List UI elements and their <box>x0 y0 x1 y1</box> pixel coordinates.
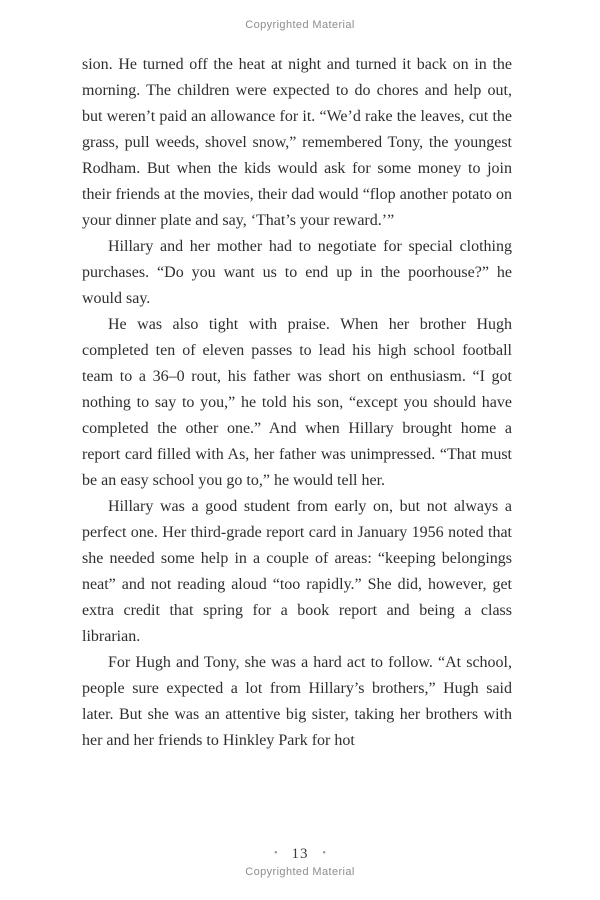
paragraph: For Hugh and Tony, she was a hard act to follow. “At school, people sure expected a lot from Hillary’s brothers,” Hugh said later. But she was an attentive big sister, taking her brothers with her and her friends to Hinkley Park for hot <box>82 654 512 749</box>
paragraph-continuation: sion. He turned off the heat at night and turned it back on in the morning. The children were expected to do chores and help out, but weren’t paid an allowance for it. “We’d rake the leaves, cut the grass, pull weeds, shovel snow,” remembered Tony, the youngest Rodham. But when the kids would ask for some money to join their friends at the movies, their dad would “flop another potato on your dinner plate and say, ‘That’s your reward.’” <box>82 56 512 229</box>
decorative-dot-right: • <box>322 847 327 859</box>
decorative-dot-left: • <box>273 847 278 859</box>
page-number-value: 13 <box>291 846 309 862</box>
copyright-notice-bottom: Copyrighted Material <box>245 866 355 878</box>
page-number <box>0 846 600 863</box>
paragraph: Hillary was a good student from early on, but not always a perfect one. Her third-grade report card in January 1956 noted that she needed some help in a couple of areas: “keeping belongings neat” and not reading aloud “too rapidly.” She did, however, get extra credit that spring for a book report and being a class librarian. <box>82 498 512 645</box>
paragraph: He was also tight with praise. When her brother Hugh completed ten of eleven passes to lead his high school football team to a 36–0 rout, his father was short on enthusiasm. “I got nothing to say to you,” he told his son, “except you should have completed the other one.” And when Hillary brought home a report card filled with As, her father was unimpressed. “That must be an easy school you go to,” he would tell her. <box>82 316 512 489</box>
paragraph: Hillary and her mother had to negotiate for special clothing purchases. “Do you want us to end up in the poorhouse?” he would say. <box>82 238 512 307</box>
copyright-notice-top: Copyrighted Material <box>245 19 355 31</box>
page-body-text <box>82 52 512 754</box>
